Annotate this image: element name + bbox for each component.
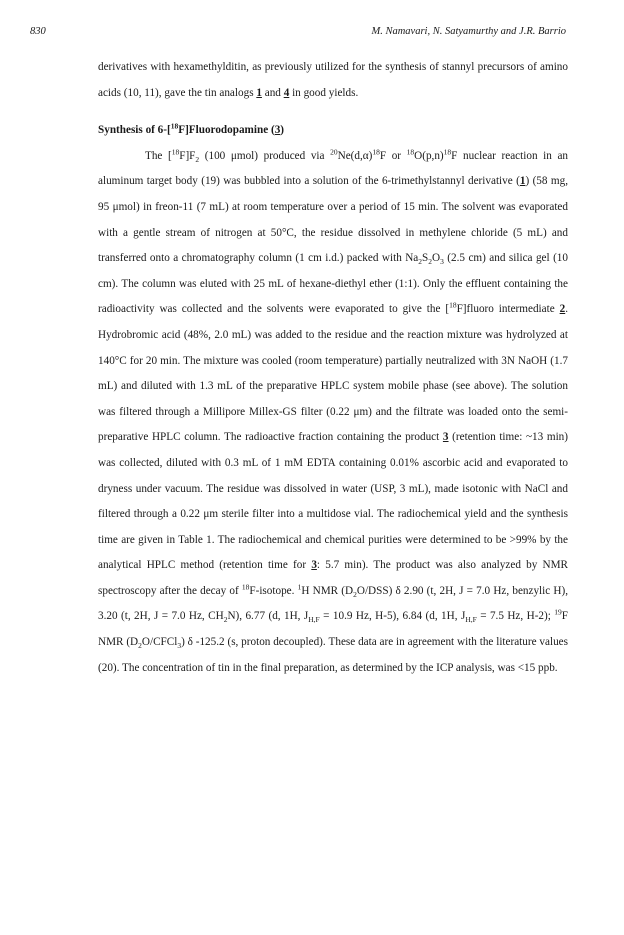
compound-ref: 4	[283, 86, 290, 99]
compound-ref: 1	[519, 175, 526, 188]
page-number: 830	[30, 26, 46, 37]
compound-ref: 3	[274, 124, 281, 137]
compound-ref: 3	[442, 431, 449, 444]
compound-ref: 1	[256, 86, 262, 99]
compound-ref: 3	[311, 559, 317, 572]
running-head: M. Namavari, N. Satyamurthy and J.R. Barrio	[371, 26, 566, 37]
section-heading: Synthesis of 6-[$^{18}$F]Fluorodopamine (3)	[98, 121, 285, 137]
compound-ref: 2	[559, 303, 566, 316]
paragraph-synthesis: The $[^{18}F]F_2$ (100 μmol) produced via $^{20}Ne(d,\alpha)^{18}F$ or $^{18}O(p,n)^{18}F$ nuclear reaction in an aluminum target body (19) was bubbled into a solution of the 6-trimethylstannyl derivative (1) (58 mg, 95 μmol) in freon-11 (7 mL) at room temperature over a period of 15 min. The solvent was evaporated with a gentle stream of nitrogen at 50°C, the residue dissolved in methylene chloride (5 mL) and transferred onto a chromatography column (1 cm i.d.) packed with $Na_2S_2O_3$ (2.5 cm) and silica gel (10 cm). The column was eluted with 25 mL of hexane-diethyl ether (1:1). Only the effluent containing the radioactivity was collected and the solvents were evaporated to give the [$^{18}$F]fluoro intermediate 2. Hydrobromic acid (48%, 2.0 mL) was added to the residue and the reaction mixture was hydrolyzed at 140°C for 20 min. The mixture was cooled (room temperature) partially neutralized with 3N NaOH (1.7 mL) and diluted with 1.3 mL of the preparative HPLC system mobile phase (see above). The solution was filtered through a Millipore Millex-GS filter (0.22 μm) and the filtrate was loaded onto the semi-preparative HPLC column. The radioactive fraction containing the product 3 (retention time: ~13 min) was collected, diluted with 0.3 mL of 1 mM EDTA containing 0.01% ascorbic acid and evaporated to dryness under vacuum. The residue was dissolved in water (USP, 3 mL), made isotonic with NaCl and filtered through a 0.22 μm sterile filter into a multidose vial. The radiochemical yield and the synthesis time are given in Table 1. The radiochemical and chemical purities were determined to be >99% by the analytical HPLC method (retention time for 3: 5.7 min). The product was also analyzed by NMR spectroscopy after the decay of $^{18}$F-isotope. $^1$H NMR $(D_2O/DSS)$ δ 2.90 (t, 2H, J = 7.0 Hz, benzylic H), 3.20 (t, 2H, J = 7.0 Hz, $CH_2N$), 6.77 (d, 1H, $J_{H,F} = 10.9$ Hz, H-5), 6.84 (d, 1H, $J_{H,F} = 7.5$ Hz, H-2); $^{19}$F NMR $(D_2O/CFCl_3)$ δ -125.2 (s, proton decoupled). These data are in agreement with the literature values (20). The concentration of tin in the final preparation, as determined by the ICP analysis, was <15 ppb.	[98, 147, 569, 674]
body-text	[98, 55, 568, 681]
paragraph-intro: derivatives with hexamethylditin, as previously utilized for the synthesis of stannyl precursors of amino acids (10, 11), gave the tin analogs 1 and 4 in good yields.	[98, 61, 568, 99]
